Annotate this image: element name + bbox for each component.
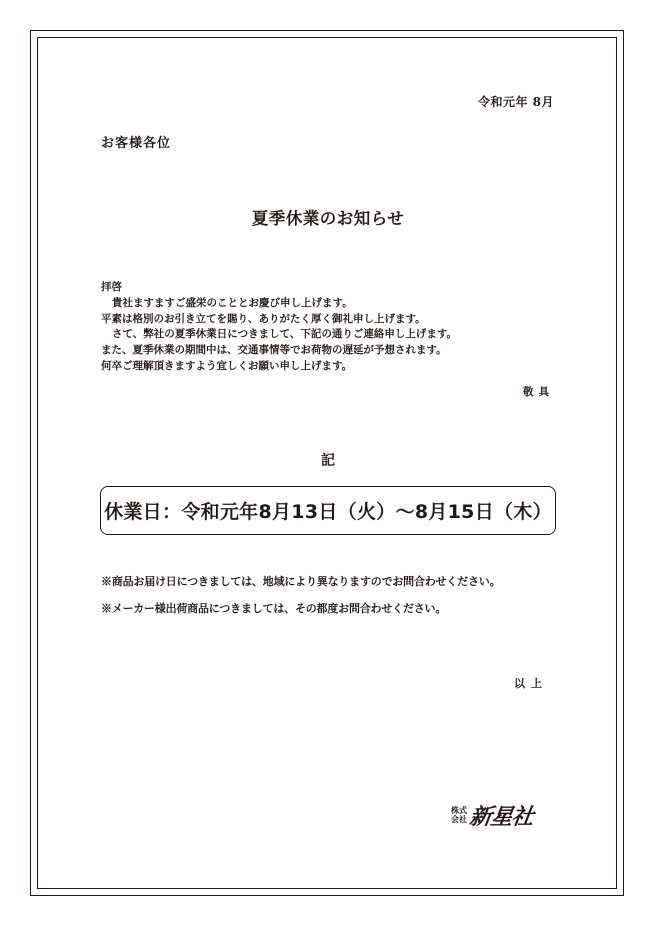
company-logo: [451, 802, 533, 828]
company-type: [451, 806, 467, 824]
note-delivery: ※商品お届け日につきましては、地域により異なりますのでお問合わせください。: [101, 575, 501, 588]
document-date: 令和元年 8月: [477, 95, 554, 109]
holiday-period: 休業日：令和元年8月13日（火）～8月15日（木）: [104, 501, 552, 523]
greeting-line: 拝啓: [101, 281, 122, 293]
company-type-bottom: 会社: [451, 815, 467, 824]
document-title: 夏季休業のお知らせ: [251, 209, 405, 228]
holiday-box: [100, 486, 556, 535]
recipient: お客様各位: [101, 136, 172, 151]
body-line: さて、弊社の夏季休業日につきまして、下記の通りご連絡申し上げます。: [112, 328, 458, 341]
body-line: 平素は格別のお引き立てを賜り、ありがたく厚く御礼申し上げます。: [101, 312, 426, 325]
letter-body: [101, 280, 561, 375]
body-line: また、夏季休業の期間中は、交通事情等でお荷物の遅延が予想されます。: [101, 344, 447, 357]
ki-heading: 記: [321, 453, 335, 469]
closing-phrase: 敬具: [523, 386, 554, 398]
body-line: 何卒ご理解頂きますよう宜しくお願い申し上げます。: [101, 359, 353, 372]
company-type-top: 株式: [451, 806, 467, 815]
note-maker-shipping: ※メーカー様出荷商品につきましては、その都度お問合わせください。: [101, 602, 447, 615]
company-name: 新星社: [467, 804, 535, 830]
body-line: 貴社ますますご盛栄のこととお慶び申し上げます。: [112, 296, 353, 309]
ijo-closing: 以上: [514, 677, 548, 690]
